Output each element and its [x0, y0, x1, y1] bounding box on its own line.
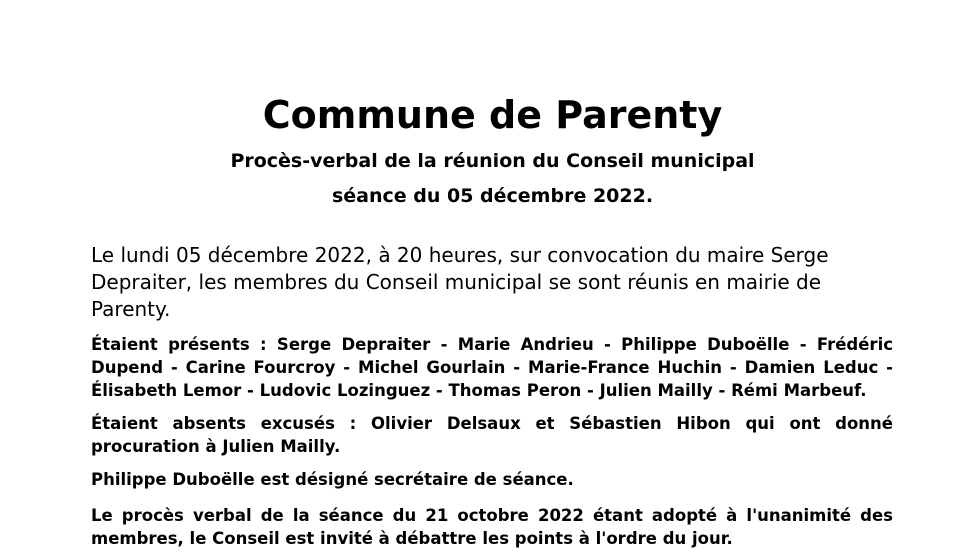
- intro-paragraph: Le lundi 05 décembre 2022, à 20 heures, sur convocation du maire Serge Depraiter, les membres du Conseil municipal se sont réunis en mairie de Parenty.: [91, 243, 829, 321]
- document-title: Commune de Parenty: [262, 93, 723, 137]
- attendees-absent-paragraph: Étaient absents excusés : Olivier Delsaux et Sébastien Hibon qui ont donné procuration à Julien Mailly.: [91, 414, 893, 456]
- attendees-present-paragraph: Étaient présents : Serge Depraiter - Marie Andrieu - Philippe Duboëlle - Frédéric Dupend - Carine Fourcroy - Michel Gourlain - Marie-France Huchin - Damien Leduc - Élisabeth Lemor - Ludovic Lozinguez - Thomas Peron - Julien Mailly - Rémi Marbeuf.: [91, 335, 893, 400]
- session-date: séance du 05 décembre 2022.: [331, 185, 654, 207]
- secretary-paragraph: Philippe Duboëlle est désigné secrétaire de séance.: [91, 470, 574, 489]
- previous-minutes-paragraph: Le procès verbal de la séance du 21 octobre 2022 étant adopté à l'unanimité des membres, le Conseil est invité à débattre les points à l'ordre du jour.: [91, 506, 893, 548]
- document-subtitle: Procès-verbal de la réunion du Conseil municipal: [230, 150, 755, 172]
